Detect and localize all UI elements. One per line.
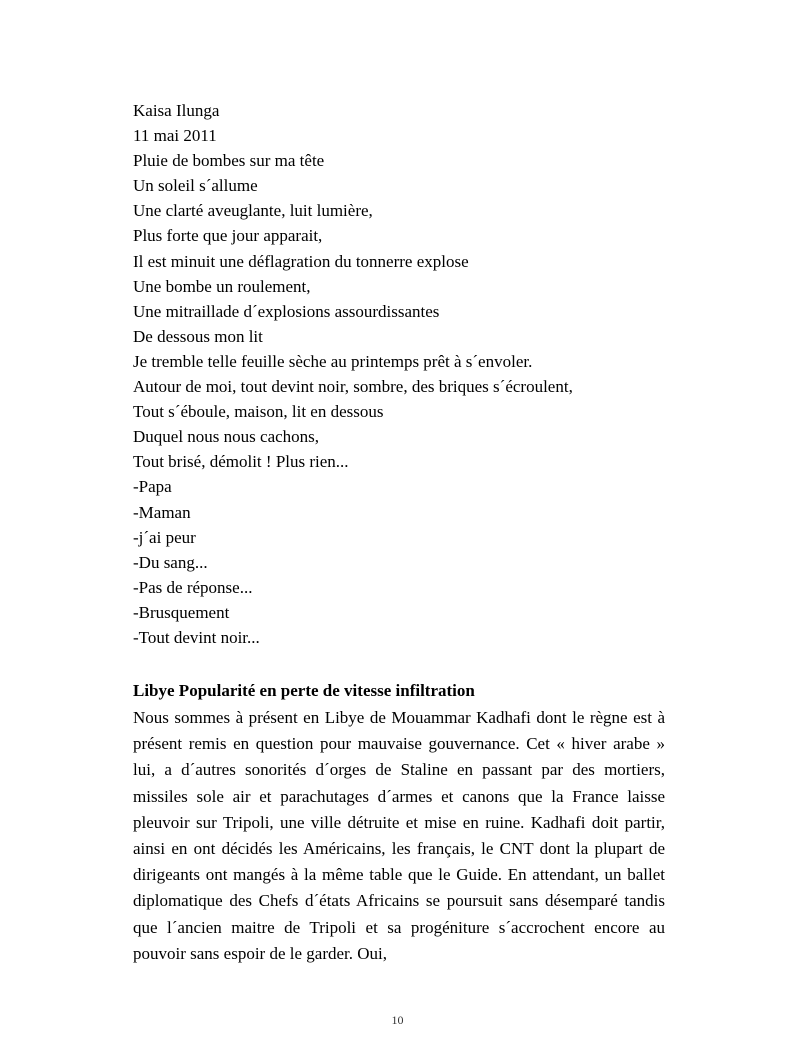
poem-line: -Pas de réponse...: [133, 577, 253, 597]
poem-line: Kaisa Ilunga: [133, 101, 220, 120]
poem-line: -Du sang...: [133, 552, 208, 572]
poem-line: Tout s´éboule, maison, lit en dessous: [133, 402, 384, 422]
poem-line: Pluie de bombes sur ma tête: [133, 151, 325, 171]
poem-line: -Papa: [133, 477, 172, 497]
poem-line: Duquel nous nous cachons,: [133, 427, 320, 447]
body-paragraph: Nous sommes à présent en Libye de Mouammar Kadhafi dont le règne est à présent remis en question pour mauvaise gouvernance. Cet « hiver arabe » lui, a d´autres sonorités d´orges de Staline en passant par des mortiers, missiles sole air et parachutages d´armes et canons que la France laisse pleuvoir sur Tripoli, une ville détruite et mise en ruine. Kadhafi doit partir, ainsi en ont décidés les Américains, les français, le CNT dont la plupart de dirigeants ont mangés à la même table que le Guide. En attendant, un ballet diplomatique des Chefs d´états Africains se poursuit sans désemparé tandis que l´ancien maitre de Tripoli et sa progéniture s´accrochent encore au pouvoir sans espoir de le garder. Oui,: [133, 708, 665, 963]
poem-line: -Maman: [133, 502, 191, 522]
poem-line: -j´ai peur: [133, 527, 196, 547]
poem-line: Je tremble telle feuille sèche au printemps prêt à s´envoler.: [133, 351, 533, 371]
poem-line: Il est minuit une déflagration du tonnerre explose: [133, 251, 469, 271]
page-footer: [0, 1013, 795, 1028]
poem-line: Une clarté aveuglante, luit lumière,: [133, 201, 373, 221]
poem-line: Plus forte que jour apparait,: [133, 226, 323, 246]
poem-line: -Tout devint noir...: [133, 627, 260, 647]
poem-block: [133, 98, 665, 650]
poem-line: Autour de moi, tout devint noir, sombre, des briques s´écroulent,: [133, 377, 573, 397]
poem-line: Une mitraillade d´explosions assourdissantes: [133, 301, 440, 321]
poem-line: Tout brisé, démolit ! Plus rien...: [133, 452, 349, 472]
page-content: [133, 98, 665, 967]
poem-line: -Brusquement: [133, 602, 230, 622]
poem-line: Une bombe un roulement,: [133, 276, 311, 296]
poem-line: Un soleil s´allume: [133, 176, 258, 196]
page-number: 10: [391, 1013, 404, 1027]
poem-line: De dessous mon lit: [133, 326, 263, 346]
poem-line: 11 mai 2011: [133, 126, 217, 146]
section-heading: Libye Popularité en perte de vitesse infiltration: [133, 681, 475, 701]
